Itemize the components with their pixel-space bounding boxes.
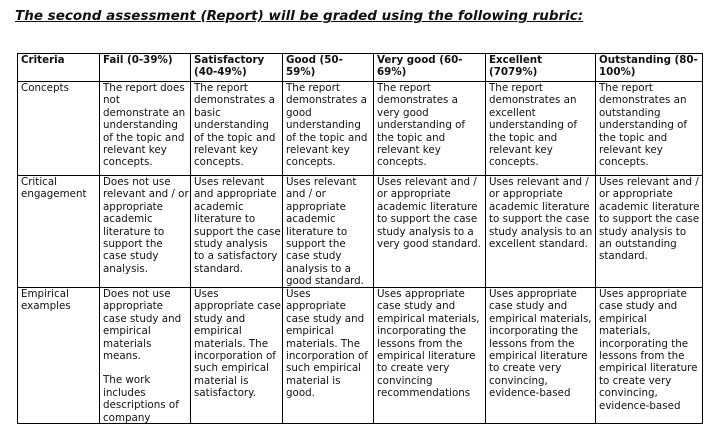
very-good-cell xyxy=(374,176,486,288)
very-good-cell xyxy=(374,288,486,424)
cell-text-extra: The work includes descriptions of company xyxy=(103,374,179,423)
cell-text: Does not use relevant and / or appropriate academic literature to support the case study analysis. xyxy=(103,176,189,275)
cell-text: Concepts xyxy=(21,82,69,94)
excellent-cell xyxy=(486,176,596,288)
cell-text: Does not use appropriate case study and empirical materials means. xyxy=(103,288,182,363)
header-good: Good (50-59%) xyxy=(283,54,374,82)
cell-text: Empirical examples xyxy=(21,288,71,313)
cell-text: Uses relevant and / or appropriate academic literature to support the case study analysis to an excellent standard. xyxy=(489,176,593,251)
cell-text: Critical engagement xyxy=(21,176,87,201)
header-outstanding: Outstanding (80-100%) xyxy=(596,54,703,82)
cell-text: Uses relevant and / or appropriate academic literature to support the case study analysis to a very good standard. xyxy=(377,176,481,251)
cell-text: The report demonstrates a basic understanding of the topic and relevant key concepts. xyxy=(194,82,276,169)
header-fail: Fail (0-39%) xyxy=(100,54,191,82)
cell-text: Uses relevant and / or appropriate academic literature to support the case study analysis to a good standard. xyxy=(286,176,364,287)
very-good-cell xyxy=(374,82,486,176)
good-cell xyxy=(283,288,374,424)
cell-text: The report demonstrates an excellent understanding of the topic and relevant key concepts. xyxy=(489,82,578,169)
table-row xyxy=(18,288,703,424)
excellent-cell xyxy=(486,288,596,424)
outstanding-cell xyxy=(596,82,703,176)
fail-cell xyxy=(100,288,191,424)
outstanding-cell xyxy=(596,176,703,288)
criterion-cell xyxy=(18,176,100,288)
good-cell xyxy=(283,82,374,176)
cell-text: Uses relevant and / or appropriate academic literature to support the case study analysis to an outstanding standard. xyxy=(599,176,700,263)
fail-cell xyxy=(100,82,191,176)
cell-text: Uses relevant and appropriate academic literature to support the case study analysis to a satisfactory standard. xyxy=(194,176,281,275)
satisfactory-cell xyxy=(191,176,283,288)
cell-text: Uses appropriate case study and empirical materials, incorporating the lessons from the empirical literature to create very convincing recommendations xyxy=(377,288,480,400)
table-row xyxy=(18,82,703,176)
header-excellent: Excellent (7079%) xyxy=(486,54,596,82)
rubric-heading: The second assessment (Report) will be graded using the following rubric: xyxy=(15,8,584,24)
criterion-cell xyxy=(18,82,100,176)
cell-text: Uses appropriate case study and empirical materials, incorporating the lessons from the empirical literature to create very convincing, evidence-based xyxy=(489,288,592,400)
cell-text: Uses appropriate case study and empirical materials. The incorporation of such empirical material is satisfactory. xyxy=(194,288,281,400)
cell-text-wrapper xyxy=(103,288,189,423)
cell-text: Uses appropriate case study and empirical materials, incorporating the lessons from the empirical literature to create very convincing, evidence-based xyxy=(599,288,698,412)
cell-text: The report demonstrates an outstanding understanding of the topic and relevant key concepts. xyxy=(599,82,688,169)
header-criteria: Criteria xyxy=(18,54,100,82)
cell-text: The report demonstrates a very good understanding of the topic and relevant key concepts. xyxy=(377,82,466,169)
table-row xyxy=(18,176,703,288)
criterion-cell xyxy=(18,288,100,424)
cell-text: The report does not demonstrate an understanding of the topic and relevant key concepts. xyxy=(103,82,186,169)
excellent-cell xyxy=(486,82,596,176)
header-row xyxy=(18,54,703,82)
satisfactory-cell xyxy=(191,288,283,424)
outstanding-cell xyxy=(596,288,703,424)
cell-text: The report demonstrates a good understanding of the topic and relevant key concepts. xyxy=(286,82,368,169)
good-cell xyxy=(283,176,374,288)
satisfactory-cell xyxy=(191,82,283,176)
cell-text: Uses appropriate case study and empirical materials. The incorporation of such empirical material is good. xyxy=(286,288,368,400)
rubric-table xyxy=(17,53,703,424)
header-very-good: Very good (60-69%) xyxy=(374,54,486,82)
header-satisfactory: Satisfactory (40-49%) xyxy=(191,54,283,82)
fail-cell xyxy=(100,176,191,288)
